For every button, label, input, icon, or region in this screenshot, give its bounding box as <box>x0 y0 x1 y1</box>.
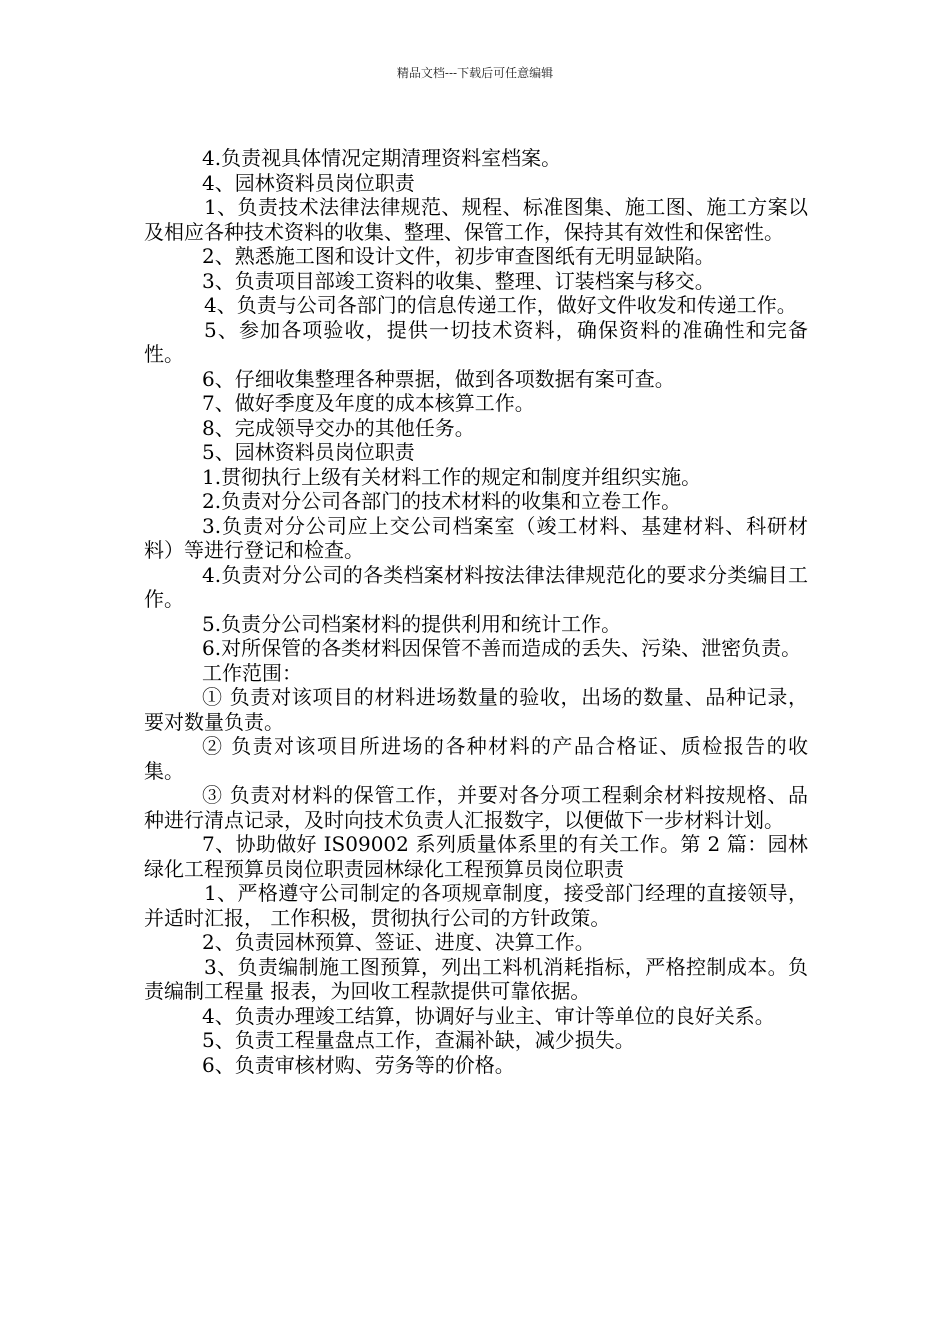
paragraph: 8、完成领导交办的其他任务。 <box>202 415 475 440</box>
document-body <box>144 146 808 1077</box>
paragraph: 7、协助做好 IS09002 系列质量体系里的有关工作。第 2 篇：园林绿化工程预算员岗位职责园林绿化工程预算员岗位职责 <box>144 832 808 881</box>
paragraph: 6、负责审核材购、劳务等的价格。 <box>202 1052 515 1077</box>
paragraph: 4.负责视具体情况定期清理资料室档案。 <box>202 146 562 170</box>
paragraph: 4、负责与公司各部门的信息传递工作，做好文件收发和传递工作。 <box>204 293 797 317</box>
paragraph: 3、负责项目部竣工资料的收集、整理、订装档案与移交。 <box>202 268 715 293</box>
paragraph: 2、负责园林预算、签证、进度、决算工作。 <box>202 930 595 954</box>
paragraph: 2.负责对分公司各部门的技术材料的收集和立卷工作。 <box>202 489 682 513</box>
section-heading: 5、园林资料员岗位职责 <box>202 440 415 464</box>
paragraph: ② 负责对该项目所进场的各种材料的产品合格证、质检报告的收集。 <box>144 734 808 783</box>
paragraph: 5、负责工程量盘点工作，查漏补缺，减少损失。 <box>202 1028 635 1052</box>
paragraph: 6、仔细收集整理各种票据，做到各项数据有案可查。 <box>202 366 675 391</box>
paragraph: ③ 负责对材料的保管工作，并要对各分项工程剩余材料按规格、品种进行清点记录，及时向技术负责人汇报数字，以便做下一步材料计划。 <box>144 783 808 832</box>
paragraph: 3、负责编制施工图预算，列出工料机消耗指标，严格控制成本。负责编制工程量 报表，为回收工程款提供可靠依据。 <box>144 954 808 1003</box>
paragraph: 5.负责分公司档案材料的提供利用和统计工作。 <box>202 611 622 636</box>
paragraph: 4.负责对分公司的各类档案材料按法律法律规范化的要求分类编目工作。 <box>144 562 808 611</box>
paragraph: 1.贯彻执行上级有关材料工作的规定和制度并组织实施。 <box>202 464 702 489</box>
paragraph: ① 负责对该项目的材料进场数量的验收，出场的数量、品种记录，要对数量负责。 <box>144 685 808 734</box>
paragraph: 7、做好季度及年度的成本核算工作。 <box>202 391 535 415</box>
section-heading: 4、园林资料员岗位职责 <box>202 170 415 195</box>
paragraph: 4、负责办理竣工结算，协调好与业主、审计等单位的良好关系。 <box>202 1003 775 1028</box>
page-header: 精品文档---下载后可任意编辑 <box>396 66 554 80</box>
paragraph: 1、负责技术法律法律规范、规程、标准图集、施工图、施工方案以及相应各种技术资料的收集、整理、保管工作，保持其有效性和保密性。 <box>144 195 808 244</box>
section-heading: 工作范围： <box>202 660 302 685</box>
paragraph: 2、熟悉施工图和设计文件，初步审查图纸有无明显缺陷。 <box>202 244 715 268</box>
paragraph: 1、严格遵守公司制定的各项规章制度，接受部门经理的直接领导，并适时汇报， 工作积极，贯彻执行公司的方针政策。 <box>144 881 808 930</box>
paragraph: 6.对所保管的各类材料因保管不善而造成的丢失、污染、泄密负责。 <box>202 636 802 660</box>
paragraph: 5、参加各项验收，提供一切技术资料，确保资料的准确性和完备性。 <box>144 317 808 366</box>
paragraph: 3.负责对分公司应上交公司档案室（竣工材料、基建材料、科研材料）等进行登记和检查。 <box>144 513 808 562</box>
